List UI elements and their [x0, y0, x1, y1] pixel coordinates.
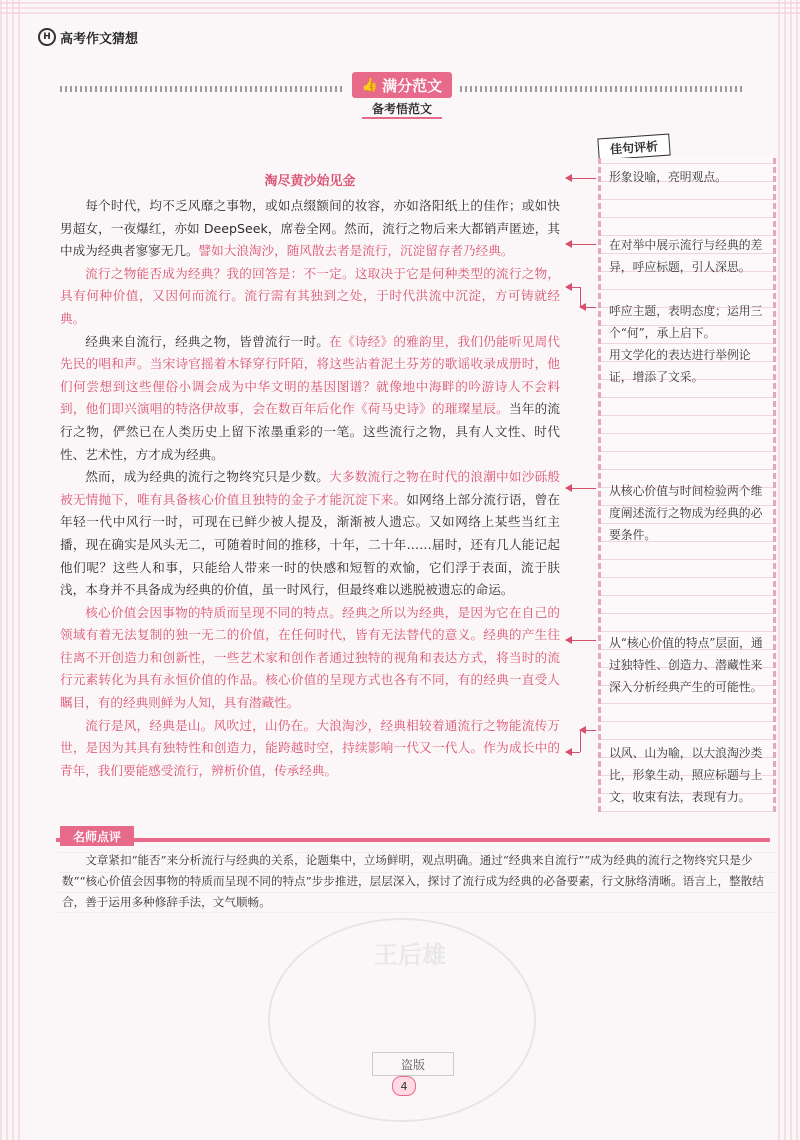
essay-sentence: 然而，成为经典的流行之物终究只是少数。 [85, 469, 330, 485]
connector-arrow-4 [566, 488, 596, 489]
essay-sentence: 如网络上部分流行语，曾在年轻一代中风行一时，可现在已鲜少被人提及，渐渐被人遗忘。又如网络上某些当红主播，现在确实是风头无二，可随着时间的推移，十年，二十年……届时，还有几人能记起他们呢？这些人和事，只能给人带来一时的快感和短暂的欢愉，它们浮于表面，流于肤浅，本身并不具备成为经典的价值，虽一时风行，但最终难以逃脱被遗忘的命运。 [60, 491, 561, 598]
essay-body [60, 195, 560, 782]
connector-arrow-3b [580, 307, 596, 308]
dotted-divider-right [460, 86, 745, 92]
decorative-border-left [0, 0, 22, 1140]
section-badge-label: 满分范文 [382, 76, 443, 95]
watermark-brand: 王后雄 [374, 941, 446, 969]
teacher-comment-bar [56, 838, 770, 842]
essay-paragraph [60, 602, 560, 715]
thumbs-up-icon: 👍 [361, 77, 379, 93]
highlighted-sentence: 流行之物能否成为经典？我的回答是：不一定。这取决于它是何种类型的流行之物，具有何种价值，又因何而流行。流行需有其独到之处，于时代洪流中沉淀，方可铸就经典。 [60, 265, 560, 326]
connector-arrow-6b [580, 730, 596, 731]
essay-sentence: 每个时代，均不乏风靡之事物，或如点缀额间的妆容，亦如洛阳纸上的佳作；或如快男超女，一夜爆红，亦如 DeepSeek，席卷全网。然而，流行之物后来大都销声匿迹，其中成为经典者寥寥无几。 [60, 198, 560, 259]
highlighted-sentence: 流行是风，经典是山。风吹过，山仍在。大浪淘沙，经典相较着通流行之物能流传万世，是因为其具有独特性和创造力，能跨越时空，持续影响一代又一代人。作为成长中的青年，我们要能感受流行，辨析价值，传承经典。 [60, 717, 560, 778]
essay-title: 淘尽黄沙始见金 [264, 174, 356, 189]
brand-logo-icon: H [38, 28, 56, 46]
essay-paragraph [60, 466, 560, 602]
comment-column-tag: 佳句评析 [597, 134, 670, 161]
teacher-comment-text: 文章紧扣“能否”来分析流行与经典的关系，论题集中，立场鲜明，观点明确。通过“经典来自流行”“成为经典的流行之物终究只是少数”“核心价值会因事物的特质而呈现不同的特点”步步推进，层层深入，探讨了流行成为经典的必备要素，行文脉络清晰。语言上，整散结合，善于运用多种修辞手法，文气顺畅。 [62, 853, 764, 909]
comment-column [598, 158, 776, 812]
teacher-comment-tag: 名师点评 [60, 826, 134, 846]
essay-sentence: 经典来自流行，经典之物，皆曾流行一时。 [85, 333, 330, 349]
essay-paragraph [60, 715, 560, 783]
highlighted-sentence: 譬如大浪淘沙，随风散去者是流行，沉淀留存者乃经典。 [198, 243, 514, 259]
comment-note-6: 从“核心价值的特点”层面，通过独特性、创造力、潜藏性来深入分析经典产生的可能性。 [609, 636, 763, 694]
page-header [38, 26, 138, 48]
section-badge [352, 72, 452, 98]
essay-paragraph [60, 331, 560, 467]
highlighted-sentence: 大多数流行之物在时代的浪潮中如沙砾般被无情抛下，唯有具备核心价值且独特的金子才能沉淀下来。 [60, 469, 561, 507]
comment-note-2: 在对举中展示流行与经典的差异，呼应标题，引人深思。 [609, 238, 763, 274]
connector-arrow-3 [566, 287, 580, 288]
essay-paragraph [60, 195, 560, 263]
comment-note-5: 从核心价值与时间检验两个维度阐述流行之物成为经典的必要条件。 [609, 484, 763, 542]
essay-sentence: 当年的流行之物，俨然已在人类历史上留下浓墨重彩的一笔。这些流行之物，具有人文性、时代性、艺术性，方才成为经典。 [60, 401, 561, 462]
highlighted-sentence: 核心价值会因事物的特质而呈现不同的特点。经典之所以为经典，是因为它在自己的领域有着无法复制的独一无二的价值，在任何时代，皆有无法替代的意义。经典的产生往往离不开创造力和创新性，一些艺术家和创作者通过独特的视角和表达方式，将当时的流行元素转化为具有永恒价值的作品。核心价值的呈现方式也各有不同，有的经典一直受人瞩目，有的经典则鲜为人知，具有潜藏性。 [60, 604, 560, 711]
connector-arrow-5 [566, 640, 596, 641]
highlighted-sentence: 在《诗经》的雅韵里，我们仍能听见周代先民的唱和声。当宋诗官摇着木铎穿行阡陌，将这些沾着泥土芬芳的歌谣收录成册时，他们何尝想到这些俚俗小调会成为中华文明的基因图谱？就像地中海畔的吟游诗人不会料到，他们即兴演唱的特洛伊故事，会在数百年后化作《荷马史诗》的璀璨星辰。 [60, 333, 561, 417]
teacher-comment-box [58, 846, 776, 913]
decorative-border-top [0, 0, 800, 14]
comment-note-3: 呼应主题，表明态度；运用三个“何”，承上启下。 [609, 304, 763, 340]
comment-note-4: 用文学化的表达进行举例论证，增添了文采。 [609, 348, 751, 384]
page-number: 4 [392, 1076, 416, 1096]
section-subtitle: 备考悟范文 [362, 99, 442, 119]
dotted-divider-left [60, 86, 345, 92]
watermark-stamp: 盗版 [372, 1052, 454, 1076]
connector-arrow-6 [566, 752, 580, 753]
comment-note-7: 以风、山为喻，以大浪淘沙类比，形象生动，照应标题与上文，收束有法，表现有力。 [609, 746, 763, 804]
header-title: 高考作文猜想 [60, 31, 139, 47]
connector-arrow-1 [566, 178, 596, 179]
connector-arrow-2 [566, 244, 596, 245]
essay [60, 170, 560, 782]
decorative-border-right [778, 0, 800, 1140]
essay-paragraph [60, 263, 560, 331]
comment-note-1: 形象设喻，亮明观点。 [609, 170, 727, 184]
